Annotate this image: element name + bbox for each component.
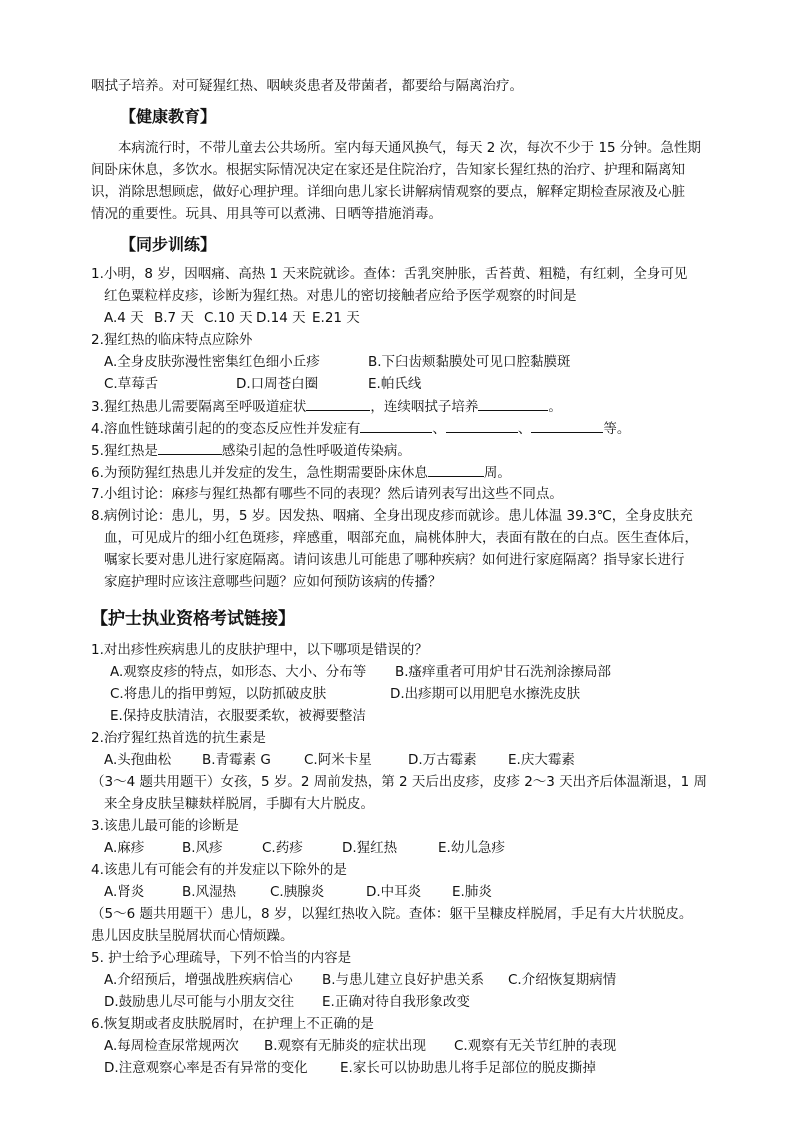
option: A.介绍预后，增强战胜疾病信心 — [104, 972, 293, 988]
option: A.肾炎 — [104, 884, 145, 900]
exam-case-5-6: （5～6 题共用题干）患儿，8 岁，以猩红热收入院。查体：躯干呈糠皮样脱屑，手足有大片状脱皮。 — [91, 906, 693, 922]
exam-case-3-4: 来全身皮肤呈糠麸样脱屑，手脚有大片脱皮。 — [104, 796, 374, 812]
health-education-line: 间卧床休息，多饮水。根据实际情况决定在家还是住院治疗，告知家长猩红热的治疗、护理和隔离知 — [91, 162, 685, 178]
option: B.青霉素 G — [202, 752, 271, 768]
option: D.猩红热 — [342, 840, 398, 856]
intro-line: 咽拭子培养。对可疑猩红热、咽峡炎患者及带菌者，都要给与隔离治疗。 — [91, 78, 523, 94]
exam-case-3-4: （3～4 题共用题干）女孩，5 岁。2 周前发热，第 2 天后出皮疹，皮疹 2～3 天出齐后体温渐退，1 周 — [91, 774, 708, 790]
exam-q3-stem: 3.该患儿最可能的诊断是 — [91, 818, 239, 834]
exam-q6-options — [104, 1058, 724, 1078]
answer-blank[interactable] — [446, 418, 518, 433]
health-education-heading: 【健康教育】 — [120, 107, 217, 126]
answer-blank[interactable] — [158, 440, 222, 455]
option: D.出疹期可以用肥皂水擦洗皮肤 — [390, 686, 581, 702]
option: B.观察有无肺炎的症状出现 — [264, 1038, 427, 1054]
option: E.21 天 — [312, 310, 360, 326]
option: B.瘙痒重者可用炉甘石洗剂涂擦局部 — [395, 664, 612, 680]
sync-training-heading: 【同步训练】 — [120, 235, 217, 254]
sync-q8-line: 家庭护理时应该注意哪些问题？应如何预防该病的传播？ — [104, 574, 442, 590]
option: E.幼儿急疹 — [438, 840, 505, 856]
sync-q6: 6.为预防猩红热患儿并发症的发生，急性期需要卧床休息 周。 — [91, 462, 511, 483]
option: B.风疹 — [182, 840, 223, 856]
option: E.庆大霉素 — [508, 752, 575, 768]
answer-blank[interactable] — [428, 462, 484, 477]
sync-q8-line: 血，可见成片的细小红色斑疹，痒感重，咽部充血，扁桃体肿大，表面有散在的白点。医生查体后， — [104, 530, 698, 546]
option: D.鼓励患儿尽可能与小朋友交往 — [104, 994, 295, 1010]
sync-q1-options — [104, 308, 704, 328]
exam-q2-options — [104, 750, 704, 770]
health-education-line: 本病流行时，不带儿童去公共场所。室内每天通风换气，每天 2 次，每次不少于 15 分钟。急性期 — [118, 140, 701, 156]
health-education-line: 识，消除思想顾虑，做好心理护理。详细向患儿家长讲解病情观察的要点，解释定期检查尿液及心脏 — [91, 184, 685, 200]
option: D.注意观察心率是否有异常的变化 — [104, 1060, 308, 1076]
exam-q1-stem: 1.对出疹性疾病患儿的皮肤护理中，以下哪项是错误的？ — [91, 642, 428, 658]
health-education-line: 情况的重要性。玩具、用具等可以煮沸、日晒等措施消毒。 — [91, 206, 442, 222]
option: A.观察皮疹的特点，如形态、大小、分布等 — [110, 664, 367, 680]
exam-q2-stem: 2.治疗猩红热首选的抗生素是 — [91, 730, 266, 746]
sync-q1-stem: 1.小明，8 岁，因咽痛、高热 1 天来院就诊。查体：舌乳突肿胀，舌苔黄、粗糙，有红刺，全身可见 — [91, 266, 688, 282]
option: D.万古霉素 — [408, 752, 477, 768]
exam-q6-stem: 6.恢复期或者皮肤脱屑时，在护理上不正确的是 — [91, 1016, 374, 1032]
option: C.阿米卡星 — [304, 752, 372, 768]
sync-q2-options — [104, 352, 724, 372]
option: B.与患儿建立良好护患关系 — [322, 972, 485, 988]
sync-q3: 3.猩红热患儿需要隔离至呼吸道症状 ，连续咽拭子培养 。 — [91, 396, 562, 417]
answer-blank[interactable] — [360, 418, 432, 433]
answer-blank[interactable] — [306, 396, 370, 411]
option: E.正确对待自我形象改变 — [322, 994, 470, 1010]
option: C.草莓舌 — [104, 376, 159, 392]
option: B.风湿热 — [182, 884, 237, 900]
option: A.4 天 — [104, 310, 144, 326]
sync-q7: 7.小组讨论：麻疹与猩红热都有哪些不同的表现？然后请列表写出这些不同点。 — [91, 486, 563, 502]
exam-q5-stem: 5. 护士给予心理疏导，下列不恰当的内容是 — [91, 950, 352, 966]
option: A.麻疹 — [104, 840, 145, 856]
option: C.10 天 — [204, 310, 253, 326]
option: E.保持皮肤清洁，衣服要柔软，被褥要整洁 — [110, 708, 366, 724]
answer-blank[interactable] — [478, 396, 548, 411]
option: D.口周苍白圈 — [236, 376, 319, 392]
option: E.家长可以协助患儿将手足部位的脱皮撕掉 — [340, 1060, 596, 1076]
option: C.观察有无关节红肿的表现 — [454, 1038, 617, 1054]
option: E.肺炎 — [452, 884, 492, 900]
exam-q1-options — [110, 684, 710, 704]
sync-q8-line: 8.病例讨论：患儿，男，5 岁。因发热、咽痛、全身出现皮疹而就诊。患儿体温 39.3℃，全身皮肤充 — [91, 508, 693, 524]
sync-q2-stem: 2.猩红热的临床特点应除外 — [91, 332, 253, 348]
exam-q5-options — [104, 992, 724, 1012]
option: B.7 天 — [154, 310, 194, 326]
option: B.下臼齿颊黏膜处可见口腔黏膜斑 — [368, 354, 571, 370]
sync-q5: 5.猩红热是 感染引起的急性呼吸道传染病。 — [91, 440, 411, 461]
option: D.14 天 — [256, 310, 306, 326]
exam-q1-options — [110, 706, 710, 726]
exam-q4-stem: 4.该患儿有可能会有的并发症以下除外的是 — [91, 862, 347, 878]
exam-q5-options — [104, 970, 724, 990]
sync-q2-options — [104, 374, 724, 394]
option: D.中耳炎 — [366, 884, 422, 900]
sync-q1-stem: 红色粟粒样皮疹，诊断为猩红热。对患儿的密切接触者应给予医学观察的时间是 — [104, 288, 577, 304]
answer-blank[interactable] — [531, 418, 603, 433]
option: C.将患儿的指甲剪短，以防抓破皮肤 — [110, 686, 327, 702]
option: E.帕氏线 — [368, 376, 422, 392]
exam-q6-options — [104, 1036, 724, 1056]
exam-case-5-6: 患儿因皮肤呈脱屑状而心情烦躁。 — [91, 928, 294, 944]
option: C.介绍恢复期病情 — [508, 972, 617, 988]
exam-q4-options — [104, 882, 704, 902]
sync-q4: 4.溶血性链球菌引起的的变态反应性并发症有 、 、 等。 — [91, 418, 630, 439]
option: A.全身皮肤弥漫性密集红色细小丘疹 — [104, 354, 320, 370]
option: A.每周检查尿常规两次 — [104, 1038, 239, 1054]
option: C.药疹 — [262, 840, 303, 856]
exam-q3-options — [104, 838, 704, 858]
exam-heading: 【护士执业资格考试链接】 — [91, 609, 295, 629]
option: A.头孢曲松 — [104, 752, 172, 768]
sync-q8-line: 嘱家长要对患儿进行家庭隔离。请问该患儿可能患了哪种疾病？如何进行家庭隔离？指导家长进行 — [104, 552, 685, 568]
option: C.胰腺炎 — [270, 884, 325, 900]
exam-q1-options — [110, 662, 710, 682]
